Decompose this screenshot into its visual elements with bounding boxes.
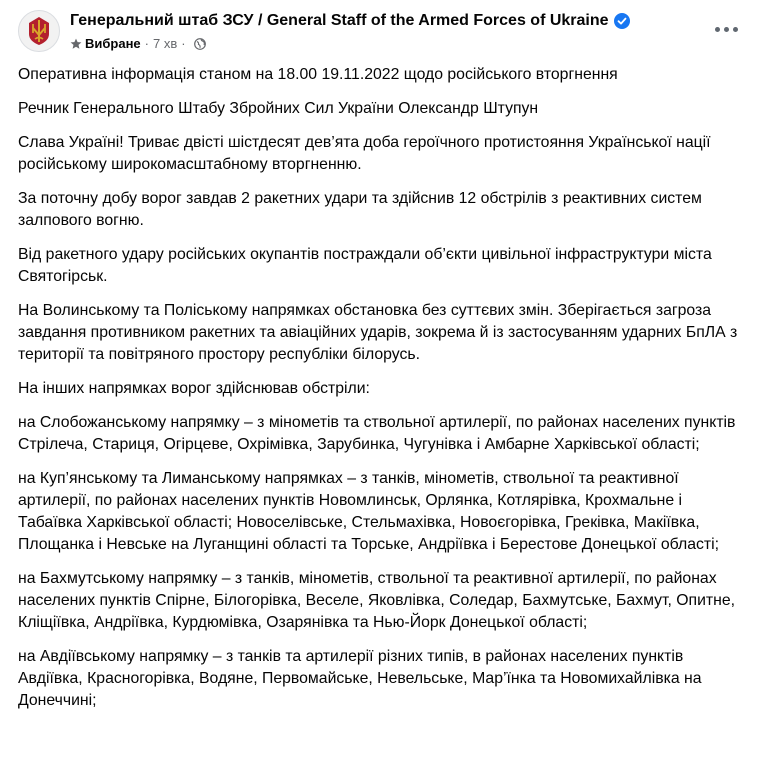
post-timestamp[interactable]: 7 хв <box>153 36 178 51</box>
armed-forces-emblem-icon <box>22 14 56 48</box>
post-header <box>18 8 748 58</box>
post-paragraph: За поточну добу ворог завдав 2 ракетних удари та здійснив 12 обстрілів з реактивних систем залпового вогню. <box>18 190 702 229</box>
verified-badge-icon <box>614 13 630 29</box>
meta-separator: · <box>144 36 150 51</box>
post-paragraph: На Волинському та Поліському напрямках обстановка без суттєвих змін. Зберігається загроза завдання противником ракетних та авіаційних ударів, зокрема й із застосуванням ударних БпЛА з території та повітряного простору республіки білорусь. <box>18 302 738 363</box>
author-name-line <box>70 12 630 30</box>
post-meta <box>70 36 206 51</box>
meta-separator: · <box>181 36 186 51</box>
post-paragraph: Від ракетного удару російських окупантів постраждали об’єкти цивільної інфраструктури міста Святогірськ. <box>18 246 712 285</box>
page-avatar[interactable] <box>18 10 60 52</box>
more-dot <box>733 27 738 32</box>
post-paragraph: На інших напрямках ворог здійснював обстріли: <box>18 380 370 397</box>
post-paragraph: на Куп’янському та Лиманському напрямках – з танків, мінометів, ствольної та реактивної артилерії, по районах населених пунктів Новомлинськ, Орлянка, Котлярівка, Крохмальне і Табаївка Харківської області; Новоселівське, Стельмахівка, Новоєгорівка, Греківка, Макіївка, Площанка і Невське на Луганщині області та Торське, Андріївка і Берестове Донецької області; <box>18 470 720 553</box>
more-dot <box>724 27 729 32</box>
more-dot <box>715 27 720 32</box>
post-paragraph: на Авдіївському напрямку – з танків та артилерії різних типів, в районах населених пунктів Авдіївка, Красногорівка, Водяне, Первомайське, Невельське, Мар’їнка та Новомихайлівка на Донеччині; <box>18 648 702 709</box>
post-paragraph: Речник Генерального Штабу Збройних Сил України Олександр Штупун <box>18 100 539 117</box>
post-text <box>18 64 740 724</box>
more-options-icon[interactable] <box>710 18 742 40</box>
post-paragraph: Слава Україні! Триває двісті шістдесят дев’ята доба героїчного протистояння Української нації російському широкомасштабному вторгненню. <box>18 134 711 173</box>
post-paragraph: Оперативна інформація станом на 18.00 19.11.2022 щодо російського вторгнення <box>18 66 618 83</box>
post-paragraph: на Слобожанському напрямку – з мінометів та ствольної артилерії, по районах населених пунктів Стрілеча, Стариця, Огірцеве, Охрімівка, Зарубинка, Чугунівка і Амбарне Харківської області; <box>18 414 736 453</box>
author-name[interactable]: Генеральний штаб ЗСУ / General Staff of the Armed Forces of Ukraine <box>70 12 609 29</box>
globe-icon[interactable] <box>194 38 206 50</box>
favorites-label[interactable]: Вибране <box>85 36 141 51</box>
post-paragraph: на Бахмутському напрямку – з танків, мінометів, ствольної та реактивної артилерії, по районах населених пунктів Спірне, Білогорівка, Веселе, Яковлівка, Соледар, Бахмутське, Бахмут, Опитне, Кліщіївка, Андріївка, Курдюмівка, Озарянівка та Нью-Йорк Донецької області; <box>18 570 736 631</box>
star-icon <box>70 38 82 50</box>
